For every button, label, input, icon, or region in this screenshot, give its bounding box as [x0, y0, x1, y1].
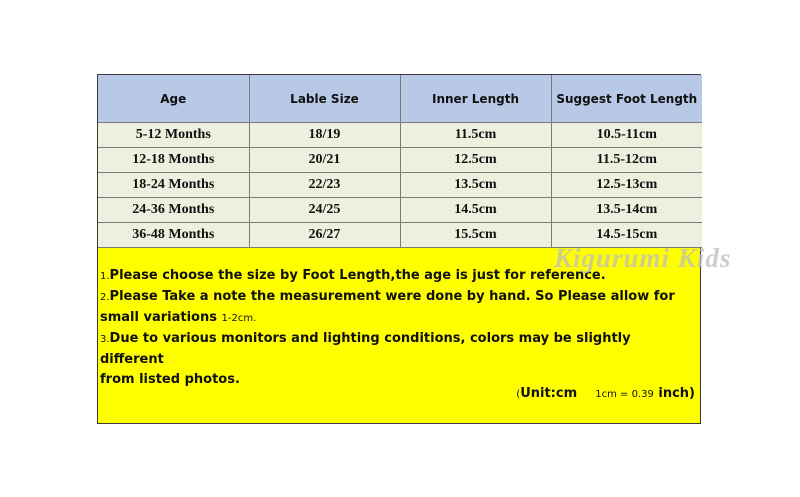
- note-2-continued: [100, 308, 698, 329]
- table-row: [98, 198, 702, 223]
- cell-label-size: 26/27: [249, 223, 400, 248]
- note-2-number: 2.: [100, 292, 110, 303]
- cell-label-size: 18/19: [249, 123, 400, 148]
- header-label-size: Lable Size: [249, 75, 400, 123]
- table-row: [98, 148, 702, 173]
- cell-age: 18-24 Months: [98, 173, 249, 198]
- table-header-row: [98, 75, 702, 123]
- cell-label-size: 24/25: [249, 198, 400, 223]
- note-2: [100, 287, 698, 308]
- cell-age: 36-48 Months: [98, 223, 249, 248]
- cell-age: 12-18 Months: [98, 148, 249, 173]
- cell-foot-length: 13.5-14cm: [551, 198, 702, 223]
- header-suggest-foot-length: Suggest Foot Length: [551, 75, 702, 123]
- cell-foot-length: 12.5-13cm: [551, 173, 702, 198]
- cell-age: 5-12 Months: [98, 123, 249, 148]
- note-3-number: 3.: [100, 334, 110, 345]
- header-inner-length: Inner Length: [400, 75, 551, 123]
- note-1-number: 1.: [100, 271, 110, 282]
- note-3: [100, 329, 698, 370]
- unit-main: Unit:cm: [520, 386, 578, 401]
- unit-inch: inch): [658, 386, 695, 401]
- note-3-continued-text: from listed photos.: [100, 372, 240, 387]
- cell-inner-length: 15.5cm: [400, 223, 551, 248]
- cell-foot-length: 10.5-11cm: [551, 123, 702, 148]
- note-2-continued-text: small variations: [100, 310, 222, 325]
- cell-label-size: 22/23: [249, 173, 400, 198]
- watermark-text: Kigurumi Kids: [554, 243, 732, 273]
- unit-open-paren: (: [516, 389, 521, 400]
- table-row: [98, 173, 702, 198]
- note-2-text: Please Take a note the measurement were done by hand. So Please allow for: [109, 289, 675, 304]
- note-2-range: 1-2cm.: [221, 313, 257, 324]
- unit-conversion: 1cm = 0.39: [595, 389, 654, 400]
- cell-label-size: 20/21: [249, 148, 400, 173]
- cell-inner-length: 14.5cm: [400, 198, 551, 223]
- notes-panel: [98, 248, 700, 423]
- cell-inner-length: 12.5cm: [400, 148, 551, 173]
- note-3-text: Due to various monitors and lighting conditions, colors may be slightly different: [100, 331, 631, 367]
- cell-foot-length: 14.5-15cm: [551, 223, 702, 248]
- cell-inner-length: 11.5cm: [400, 123, 551, 148]
- unit-note: [516, 386, 695, 401]
- cell-foot-length: 11.5-12cm: [551, 148, 702, 173]
- size-table: [98, 75, 702, 248]
- table-row: [98, 123, 702, 148]
- cell-age: 24-36 Months: [98, 198, 249, 223]
- note-1-text: Please choose the size by Foot Length,the age is just for reference.: [109, 268, 606, 283]
- header-age: Age: [98, 75, 249, 123]
- cell-inner-length: 13.5cm: [400, 173, 551, 198]
